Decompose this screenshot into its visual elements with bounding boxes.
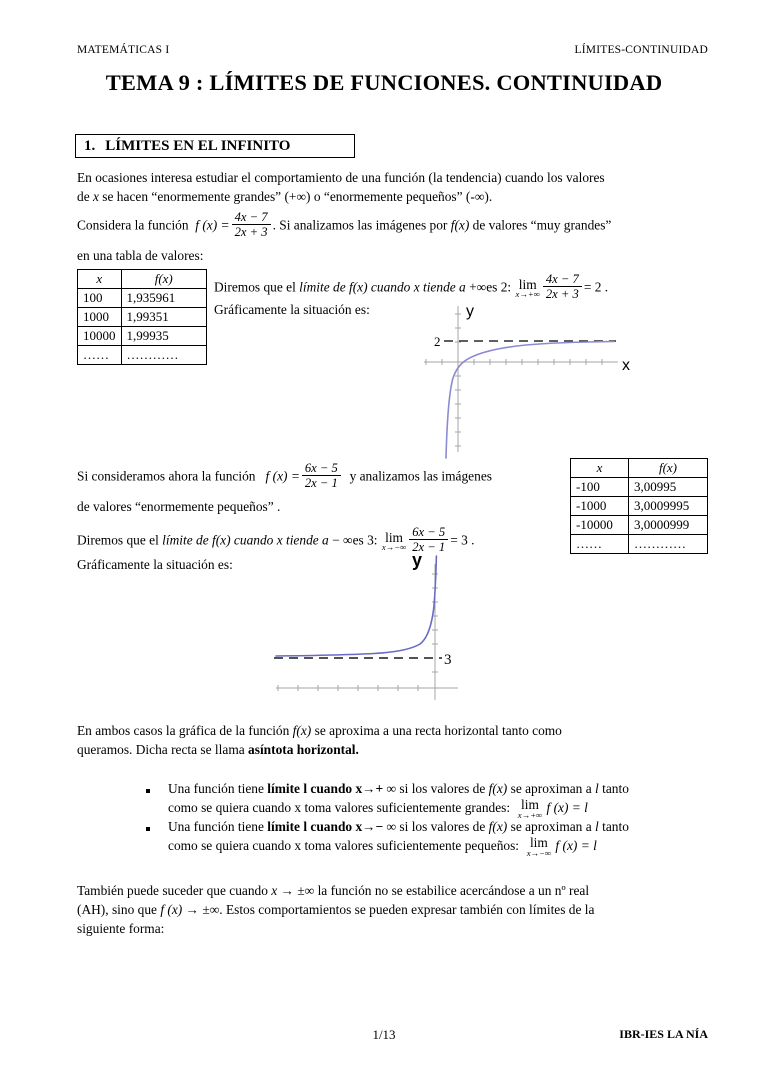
tambien-line1-a: También puede suceder que cuando [77, 883, 268, 898]
table-row [78, 346, 207, 365]
bullet2-line2: como se quiera cuando x toma valores suficientemente pequeños: [168, 838, 520, 853]
limit1-lead: Diremos que el [214, 279, 296, 295]
graph2-asymptote-label: 3 [444, 652, 452, 668]
bullet2-limit-operator [527, 836, 551, 857]
considera-paragraph [77, 210, 709, 239]
limit2-italic-phrase: límite de f(x) cuando x tiende a [162, 532, 329, 548]
bullet1-lim-expression: f (x) = l [546, 800, 588, 815]
table1-header-x: x [78, 270, 122, 289]
table-row [571, 497, 708, 516]
fraction-f2-numerator: 6x − 5 [304, 461, 338, 475]
limit2-result: = 3 . [450, 532, 475, 548]
graph2-svg [262, 550, 522, 710]
table-header-row [571, 459, 708, 478]
bullet1-fx: f(x) [488, 781, 508, 796]
graph1-x-label: x [622, 357, 630, 374]
table1-r2-c1: 1,99935 [121, 327, 207, 346]
limit2-lim-subscript: x→−∞ [381, 542, 407, 553]
footer-credit: IBR-IES LA NÍA [619, 1027, 708, 1041]
tambien-line3: siguiente forma: [77, 921, 165, 936]
fraction-f2-denominator: 2x − 1 [302, 475, 341, 490]
limit1-lim-op: lim [518, 276, 537, 292]
intro-var-x: x [93, 189, 99, 204]
bullet2-lim-op: lim [529, 835, 548, 851]
table-header-row [78, 270, 207, 289]
table1-r0-c1: 1,935961 [121, 289, 207, 308]
tambien-line2-a: (AH), sino que [77, 902, 157, 917]
table1-r1-c1: 1,99351 [121, 308, 207, 327]
limit1-fraction [543, 272, 582, 301]
section2-paragraph [77, 461, 567, 490]
bullet-marker-icon [146, 789, 150, 793]
limit2-denominator: 2x − 1 [409, 539, 448, 554]
asintota-horizontal-term: asíntota horizontal. [248, 742, 359, 757]
table2-r2-c1: 3,0000999 [629, 516, 708, 535]
section2-lead: Si consideramos ahora la función [77, 468, 256, 484]
limit2-numerator: 6x − 5 [412, 525, 446, 539]
limit1-numerator: 4x − 7 [545, 272, 579, 286]
page-title: TEMA 9 : LÍMITES DE FUNCIONES. CONTINUIDAD [105, 70, 663, 95]
limit2-es: es 3: [352, 532, 378, 548]
graph-asymptote-y2 [400, 300, 650, 460]
limit1-result: = 2 . [583, 279, 609, 295]
graph1-asymptote-label: 2 [434, 334, 441, 349]
bullet2-lim-expression: f (x) = l [555, 838, 597, 853]
header-left: MATEMÁTICAS I [77, 44, 170, 56]
bullet2-t2: si los valores de [396, 819, 489, 834]
table2-r3-c1: ………… [629, 535, 708, 554]
table2-header-x: x [571, 459, 629, 478]
intro-paragraph [77, 168, 709, 206]
intro-line1: En ocasiones interesa estudiar el comportamiento de una función (la tendencia) cuando los valores [77, 170, 605, 185]
considera-fx: f(x) [450, 217, 470, 233]
bullet1-line2: como se quiera cuando x toma valores suficientemente grandes: [168, 800, 511, 815]
graph1-y-label: y [466, 303, 474, 320]
limit2-minus-infinity: − ∞ [332, 532, 353, 548]
graph1-svg [400, 300, 650, 460]
ambos-line2-a: queramos. Dicha recta se llama [77, 742, 249, 757]
section-title: LÍMITES EN EL INFINITO [105, 137, 291, 154]
bullet2-t4: tanto [598, 819, 629, 834]
tambien-paragraph [77, 881, 709, 938]
limit-statement-1 [214, 272, 714, 301]
table2-r1-c0: -1000 [571, 497, 629, 516]
bullet2-l: l [595, 819, 599, 834]
considera-tail: de valores “muy grandes” [472, 217, 612, 233]
tambien-math-1: x → ±∞ [271, 883, 315, 898]
tabla-valores-line: en una tabla de valores: [77, 248, 204, 263]
considera-lead: Considera la función [77, 217, 189, 233]
values-table-1 [77, 269, 207, 365]
table-row [78, 308, 207, 327]
table1-r2-c0: 10000 [78, 327, 122, 346]
table-row [571, 478, 708, 497]
fraction-f1 [232, 210, 271, 239]
section2-line-c: de valores “enormemente pequeños” . [77, 499, 281, 514]
table2-r0-c1: 3,00995 [629, 478, 708, 497]
table1-r1-c0: 1000 [78, 308, 122, 327]
bullet2-bold: límite l cuando x→− ∞ [267, 819, 397, 834]
bullet1-t4: tanto [598, 781, 629, 796]
values-table-2 [570, 458, 708, 554]
header-right: LÍMITES-CONTINUIDAD [574, 44, 708, 56]
table2-r0-c0: -100 [571, 478, 629, 497]
bullet1-lim-op: lim [521, 797, 539, 813]
graph1-curve [446, 342, 614, 459]
graph2-curve [276, 556, 436, 656]
fraction-f2 [302, 461, 341, 490]
section-number: 1. [84, 137, 96, 154]
table1-r3-c1: ………… [121, 346, 207, 365]
bullet2-fx: f(x) [488, 819, 508, 834]
bullet2-t3: se aproximan a [507, 819, 596, 834]
tambien-line2-b: . Estos comportamientos se pueden expresar también con límites de la [219, 902, 595, 917]
limit2-operator [382, 531, 406, 552]
footer-page-number: 1/13 [372, 1027, 396, 1042]
ambos-line1-a: En ambos casos la gráfica de la función [77, 723, 290, 738]
limit1-operator [516, 278, 540, 299]
bullet-item-1 [168, 779, 708, 819]
table2-r3-c0: …… [571, 535, 629, 554]
ambos-line1-b: se aproxima a una recta horizontal tanto como [314, 723, 562, 738]
considera-mid: . Si analizamos las imágenes por [272, 217, 448, 233]
table-row [78, 327, 207, 346]
bullet1-l: l [595, 781, 599, 796]
table-row [78, 289, 207, 308]
intro-line2-b: se hacen “enormemente grandes” (+∞) o “enormemente pequeños” (-∞). [98, 189, 493, 204]
table-row [571, 535, 708, 554]
limit1-denominator: 2x + 3 [543, 286, 582, 301]
grafica-intro-2: Gráficamente la situación es: [77, 557, 233, 572]
limit2-lim-op: lim [385, 529, 403, 545]
function-lhs-2: f (x) = [265, 468, 300, 484]
limit2-lead: Diremos que el [77, 532, 159, 548]
bullet1-t3: se aproximan a [507, 781, 596, 796]
limit1-lim-subscript: x→+∞ [515, 289, 540, 300]
bullet1-lim-subscript: x→+∞ [517, 809, 543, 820]
ambos-casos-paragraph [77, 721, 709, 759]
limit1-es: es 2: [486, 279, 512, 295]
table-row [571, 516, 708, 535]
section2-tail: y analizamos las imágenes [349, 468, 492, 484]
bullet-item-2 [168, 817, 708, 857]
limit1-plus-infinity: +∞ [469, 279, 487, 295]
table2-r2-c0: -10000 [571, 516, 629, 535]
bullet2-t1: Una función tiene [168, 819, 268, 834]
limit1-italic-phrase: límite de f(x) cuando x tiende a [299, 279, 466, 295]
bullet1-t2: si los valores de [396, 781, 489, 796]
table2-r1-c1: 3,0009995 [629, 497, 708, 516]
section-heading-box [75, 134, 355, 158]
bullet1-t1: Una función tiene [168, 781, 268, 796]
tambien-line1-b: la función no se estabilice acercándose a un nº real [317, 883, 590, 898]
fraction-f1-denominator: 2x + 3 [232, 224, 271, 239]
table1-r3-c0: …… [78, 346, 122, 365]
table2-header-fx: f(x) [629, 459, 708, 478]
bullet1-bold: límite l cuando x→+ ∞ [267, 781, 397, 796]
graph2-y-label: y [412, 550, 423, 570]
graph-asymptote-y3 [262, 550, 522, 710]
tambien-math-2: f (x) → ±∞ [160, 902, 220, 917]
function-lhs-1: f (x) = [195, 217, 230, 233]
grafica-intro-1: Gráficamente la situación es: [214, 302, 370, 317]
table1-r0-c0: 100 [78, 289, 122, 308]
table1-header-fx: f(x) [121, 270, 207, 289]
ambos-fx: f(x) [292, 723, 312, 738]
intro-line2-a: de [77, 189, 93, 204]
bullet-marker-icon [146, 827, 150, 831]
bullet2-lim-subscript: x→−∞ [526, 847, 552, 858]
fraction-f1-numerator: 4x − 7 [234, 210, 268, 224]
